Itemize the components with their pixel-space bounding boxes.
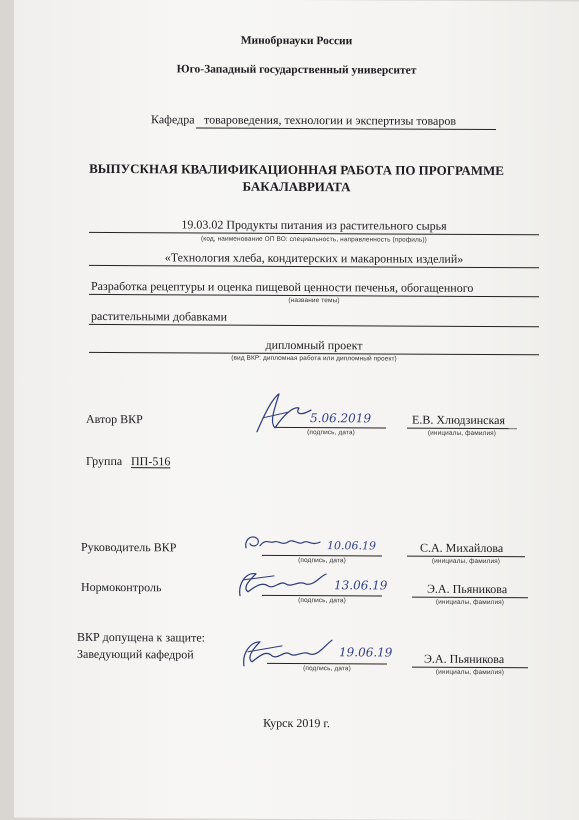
admission-label: ВКР допущена к защите:: [77, 629, 205, 645]
group-value: ПП-516: [131, 454, 171, 469]
author-sign-caption: (подпись, дата): [307, 429, 355, 437]
work-title-line2: БАКАЛАВРИАТА: [242, 178, 351, 195]
topic-caption: (название темы): [288, 296, 340, 305]
supervisor-name: С.А. Михайлова: [420, 540, 504, 556]
department-head-name-caption: (инициалы, фамилия): [435, 668, 505, 677]
supervisor-sign-date: 10.06.19: [327, 539, 376, 553]
city-year: Курск 2019 г.: [263, 715, 330, 731]
university-name: Юго-Западный государственный университет: [176, 63, 417, 77]
program-code-name: 19.03.02 Продукты питания из растительного сырья: [181, 217, 447, 233]
normcontrol-sign-caption: (подпись, дата): [298, 597, 346, 605]
author-label: Автор ВКР: [86, 411, 143, 427]
normcontrol-name-caption: (инициалы, фамилия): [435, 598, 505, 607]
supervisor-label: Руководитель ВКР: [81, 539, 177, 555]
work-type-caption: (вид ВКР: дипломная работа или дипломный проект): [231, 354, 397, 363]
topic-line2: растительными добавками: [91, 308, 228, 324]
work-type-value: дипломный проект: [265, 337, 363, 353]
topic-underline2: [89, 324, 539, 327]
topic-line1: Разработка рецептуры и оценка пищевой ценности печенья, обогащенного: [91, 278, 474, 295]
work-title-line1: ВЫПУСКНАЯ КВАЛИФИКАЦИОННАЯ РАБОТА ПО ПРОГРАММЕ: [89, 160, 504, 179]
department-head-sign-date: 19.06.19: [339, 645, 393, 660]
program-profile: «Технология хлеба, кондитерских и макаронных изделий»: [164, 250, 464, 266]
document-page: [14, 0, 579, 820]
group-label: Группа: [86, 453, 123, 469]
program-caption: (код, наименование ОП ВО: специальность, направленность (профиль)): [201, 235, 427, 244]
supervisor-name-caption: (инициалы, фамилия): [431, 557, 501, 566]
department-head-name: Э.А. Пьяникова: [424, 651, 505, 667]
department-underline: [196, 127, 496, 130]
author-name: Е.В. Хлюдзинская: [412, 412, 505, 428]
author-name-caption: (инициалы, фамилия): [427, 429, 497, 438]
normcontrol-sign-date: 13.06.19: [334, 578, 388, 593]
department-head-label: Заведующий кафедрой: [77, 646, 194, 662]
department-label: Кафедра: [151, 112, 195, 127]
normcontrol-label: Нормоконтроль: [81, 579, 162, 595]
ministry-name: Минобрнауки России: [240, 34, 353, 48]
author-sign-date: 5.06.2019: [310, 411, 372, 426]
department-name: товароведения, технологии и экспертизы товаров: [204, 112, 456, 128]
supervisor-sign-caption: (подпись, дата): [298, 557, 346, 565]
department-head-sign-caption: (подпись, дата): [303, 665, 351, 673]
normcontrol-name: Э.А. Пьяникова: [427, 581, 508, 597]
